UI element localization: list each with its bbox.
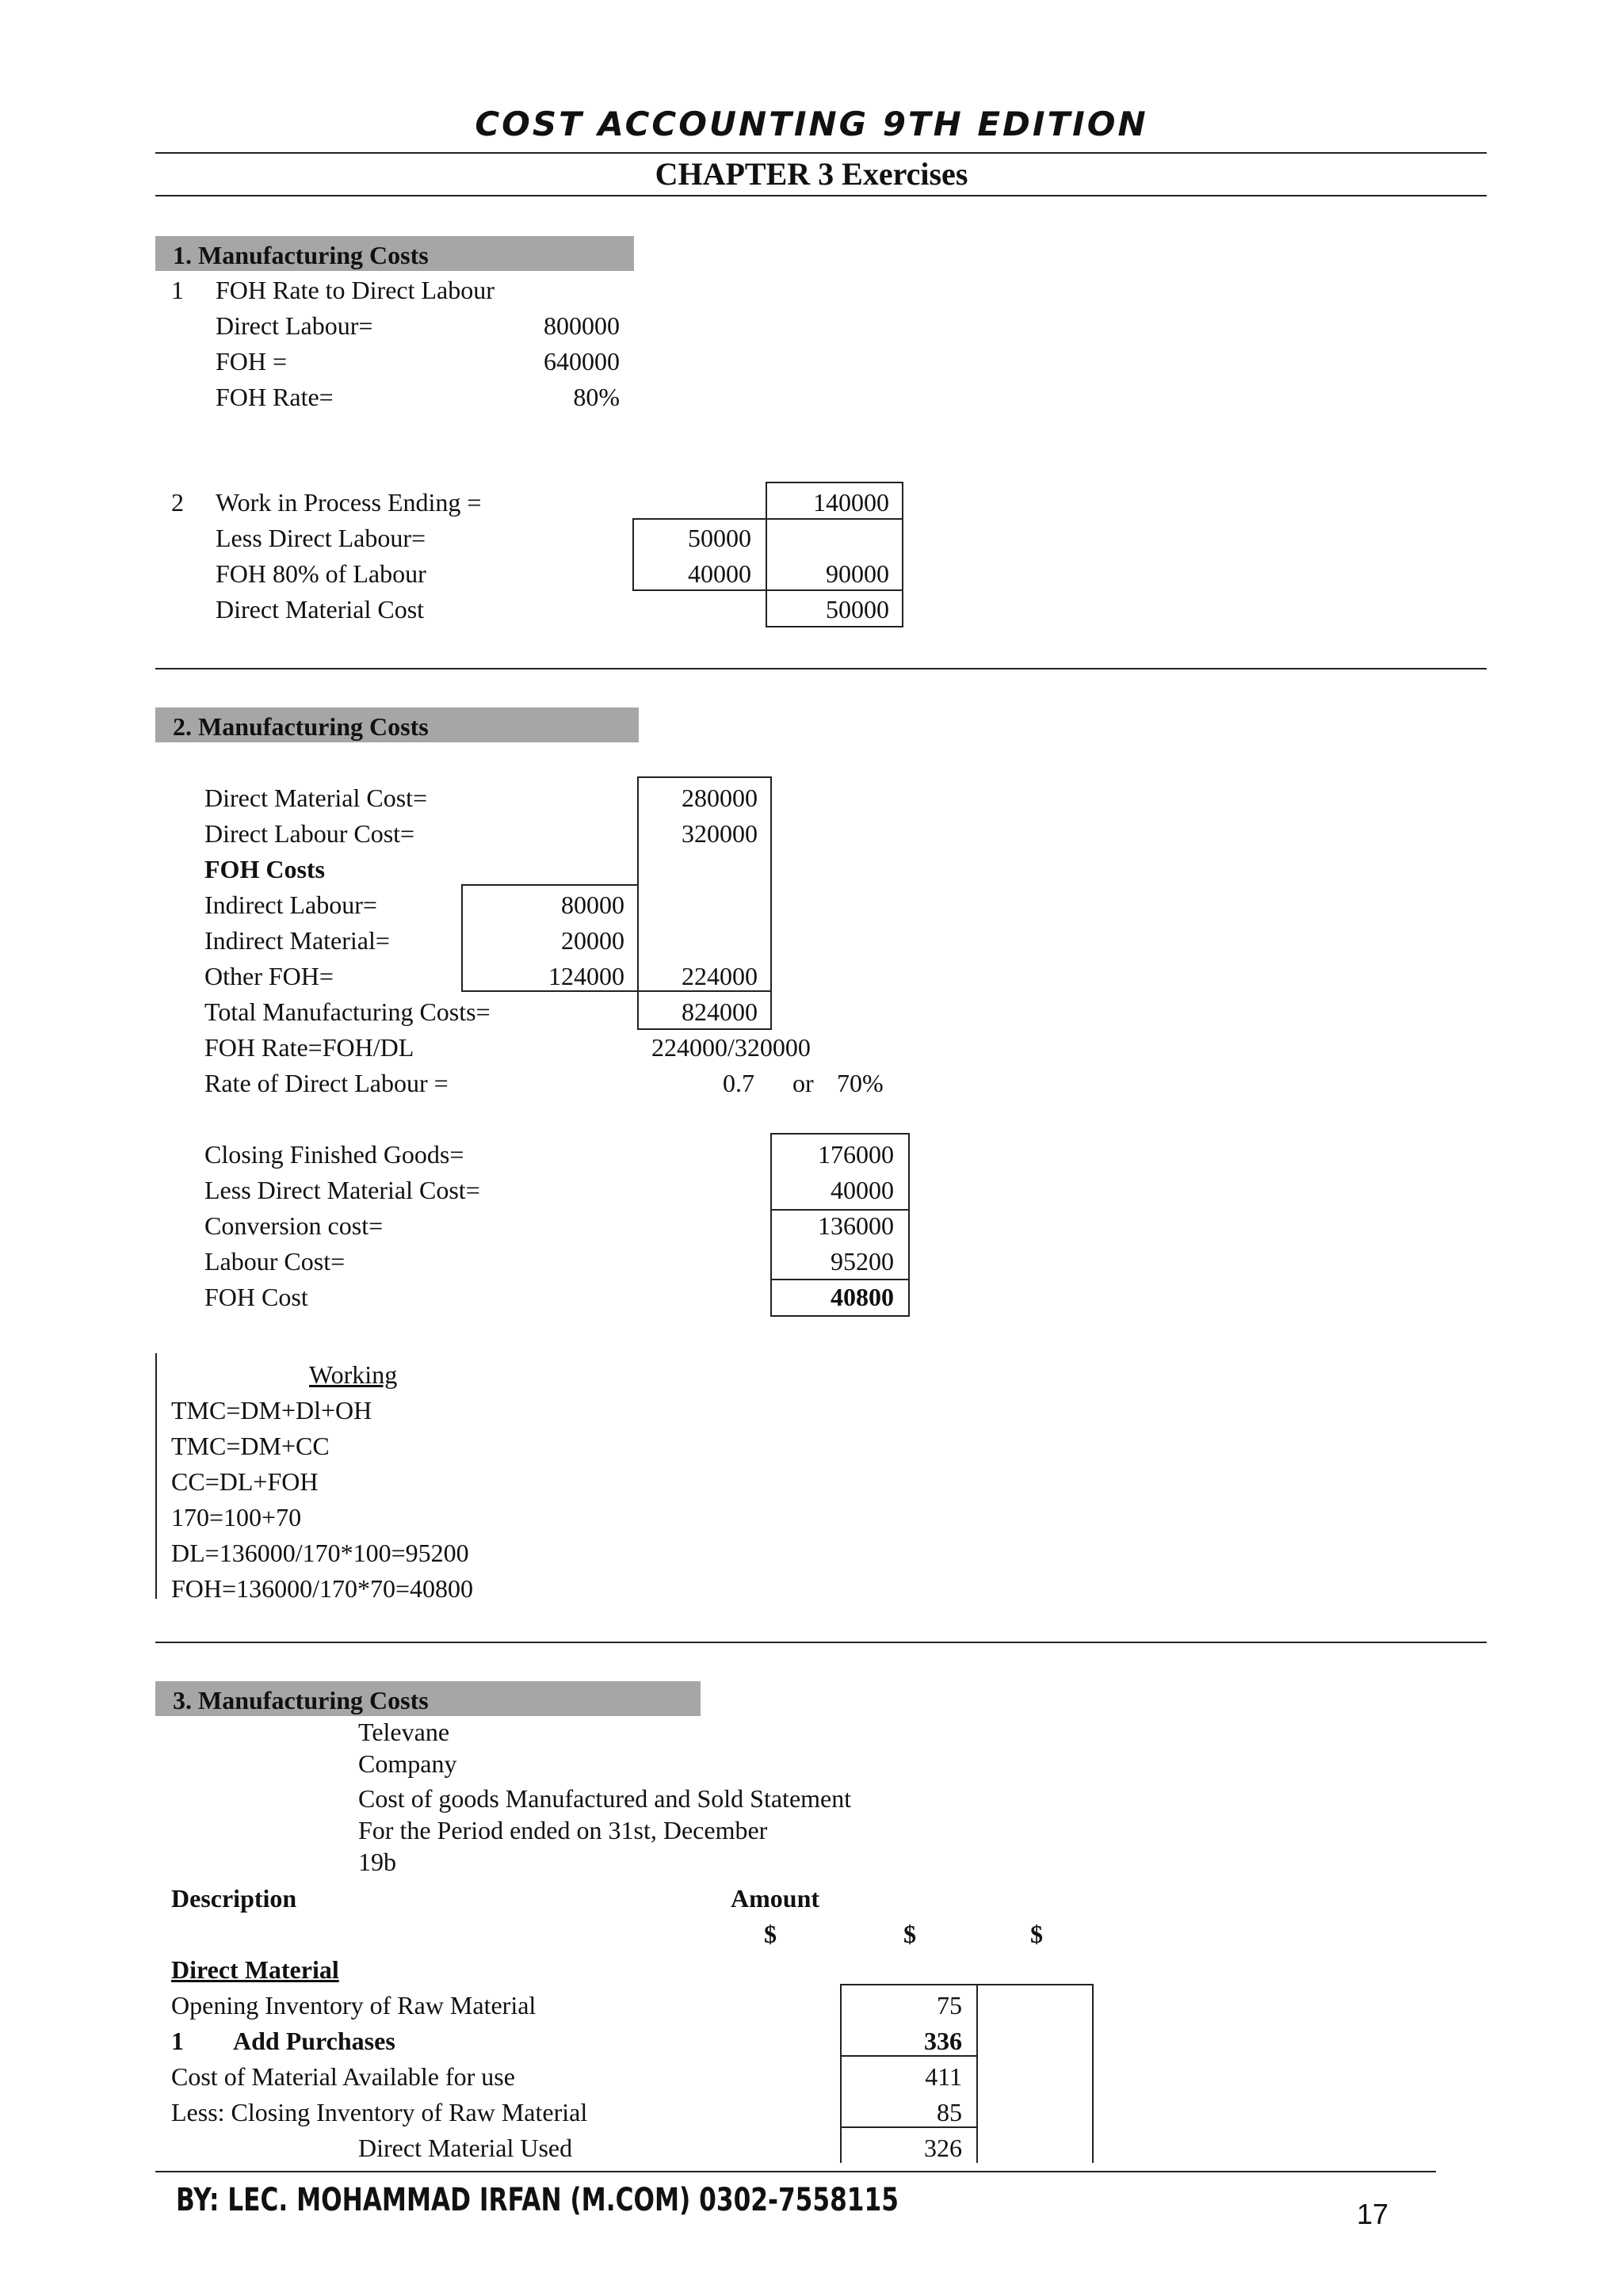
company-line: Company xyxy=(358,1749,457,1778)
row-value: 140000 xyxy=(813,488,889,517)
row-label: Total Manufacturing Costs= xyxy=(204,997,491,1026)
row-value: 90000 xyxy=(826,559,889,588)
row-value: 85 xyxy=(937,2098,962,2126)
page-number: 17 xyxy=(1357,2198,1389,2230)
row-label: Less Direct Material Cost= xyxy=(204,1176,480,1204)
row-label: Other FOH= xyxy=(204,962,334,990)
row-label: Rate of Direct Labour = xyxy=(204,1069,449,1097)
currency-label: $ xyxy=(903,1920,916,1948)
row-value: 20000 xyxy=(561,926,624,955)
row-value: 95200 xyxy=(831,1247,894,1276)
row-value: 224000 xyxy=(682,962,758,990)
company-line: 19b xyxy=(358,1848,396,1876)
row-label: Direct Material Used xyxy=(358,2134,573,2162)
table-rule xyxy=(840,1984,1094,1985)
row-value: 640000 xyxy=(544,347,620,376)
working-line: CC=DL+FOH xyxy=(171,1467,319,1496)
row-value: 224000/320000 xyxy=(651,1033,811,1062)
row-label: FOH Rate=FOH/DL xyxy=(204,1033,414,1062)
question-title: FOH Rate to Direct Labour xyxy=(216,276,495,304)
company-line: Televane xyxy=(358,1718,450,1746)
section-heading: 2. Manufacturing Costs xyxy=(173,712,429,741)
company-line: For the Period ended on 31st, December xyxy=(358,1816,768,1844)
row-value: 124000 xyxy=(548,962,624,990)
row-value: 75 xyxy=(937,1991,962,2019)
row-label: Direct Material Cost xyxy=(216,595,425,624)
row-label: FOH 80% of Labour xyxy=(216,559,426,588)
row-label: FOH Rate= xyxy=(216,383,334,411)
row-value: 336 xyxy=(924,2027,962,2055)
row-label: Direct Labour= xyxy=(216,311,373,340)
section-heading: 3. Manufacturing Costs xyxy=(173,1686,429,1714)
row-value: 0.7 xyxy=(723,1069,754,1097)
working-line: TMC=DM+CC xyxy=(171,1432,330,1460)
cell-rule xyxy=(766,589,903,591)
footer-rule xyxy=(155,2171,1436,2172)
company-line: Cost of goods Manufactured and Sold Statement xyxy=(358,1784,852,1813)
row-value: 280000 xyxy=(682,784,758,812)
row-value: 326 xyxy=(924,2134,962,2162)
row-value: 824000 xyxy=(682,997,758,1026)
row-label: FOH = xyxy=(216,347,288,376)
row-value: 40800 xyxy=(831,1283,894,1311)
table-rule xyxy=(976,1984,978,2163)
working-title: Working xyxy=(309,1360,398,1389)
row-label: Less: Closing Inventory of Raw Material xyxy=(171,2098,588,2126)
row-label: Closing Finished Goods= xyxy=(204,1140,464,1169)
row-label: Direct Labour Cost= xyxy=(204,819,415,848)
row-value: 176000 xyxy=(818,1140,894,1169)
column-header: Amount xyxy=(731,1884,820,1913)
row-heading: Direct Material xyxy=(171,1955,339,1984)
row-label: Direct Material Cost= xyxy=(204,784,428,812)
document-title: COST ACCOUNTING 9TH EDITION xyxy=(475,105,1148,143)
section-divider xyxy=(155,668,1487,669)
author-credit: BY: LEC. MOHAMMAD IRFAN (M.COM) 0302-7558115 xyxy=(176,2182,899,2218)
row-label: Work in Process Ending = xyxy=(216,488,482,517)
column-header: Description xyxy=(171,1884,297,1913)
row-value: 40000 xyxy=(831,1176,894,1204)
row-value: 800000 xyxy=(544,311,620,340)
row-heading: FOH Costs xyxy=(204,855,325,883)
row-value: 136000 xyxy=(818,1211,894,1240)
title-rule xyxy=(155,152,1487,154)
row-value: 50000 xyxy=(688,524,751,552)
row-label: Opening Inventory of Raw Material xyxy=(171,1991,537,2019)
section-divider xyxy=(155,1642,1487,1643)
cell-rule xyxy=(766,518,903,520)
question-number: 1 xyxy=(171,276,184,304)
row-value: 320000 xyxy=(682,819,758,848)
row-label: Add Purchases xyxy=(233,2027,395,2055)
row-label: Conversion cost= xyxy=(204,1211,384,1240)
row-value: 70% xyxy=(837,1069,884,1097)
working-line: DL=136000/170*100=95200 xyxy=(171,1539,469,1567)
row-value: 411 xyxy=(925,2062,962,2091)
working-line: 170=100+70 xyxy=(171,1503,302,1531)
currency-label: $ xyxy=(764,1920,777,1948)
row-label: Labour Cost= xyxy=(204,1247,346,1276)
row-value: 40000 xyxy=(688,559,751,588)
working-rule xyxy=(155,1353,157,1599)
section-heading: 1. Manufacturing Costs xyxy=(173,241,429,269)
row-label: Cost of Material Available for use xyxy=(171,2062,515,2091)
row-label: Indirect Material= xyxy=(204,926,390,955)
chapter-title: CHAPTER 3 Exercises xyxy=(655,156,968,192)
row-value: 80000 xyxy=(561,891,624,919)
row-label: FOH Cost xyxy=(204,1283,308,1311)
working-line: FOH=136000/170*70=40800 xyxy=(171,1574,473,1603)
question-number: 2 xyxy=(171,488,184,517)
row-value: or xyxy=(792,1069,814,1097)
row-value: 80% xyxy=(573,383,620,411)
table-rule xyxy=(1092,1984,1094,2163)
row-value: 50000 xyxy=(826,595,889,624)
row-label: Indirect Labour= xyxy=(204,891,377,919)
row-number: 1 xyxy=(171,2027,184,2055)
subtitle-rule xyxy=(155,195,1487,196)
row-label: Less Direct Labour= xyxy=(216,524,426,552)
working-line: TMC=DM+Dl+OH xyxy=(171,1396,372,1425)
currency-label: $ xyxy=(1030,1920,1043,1948)
